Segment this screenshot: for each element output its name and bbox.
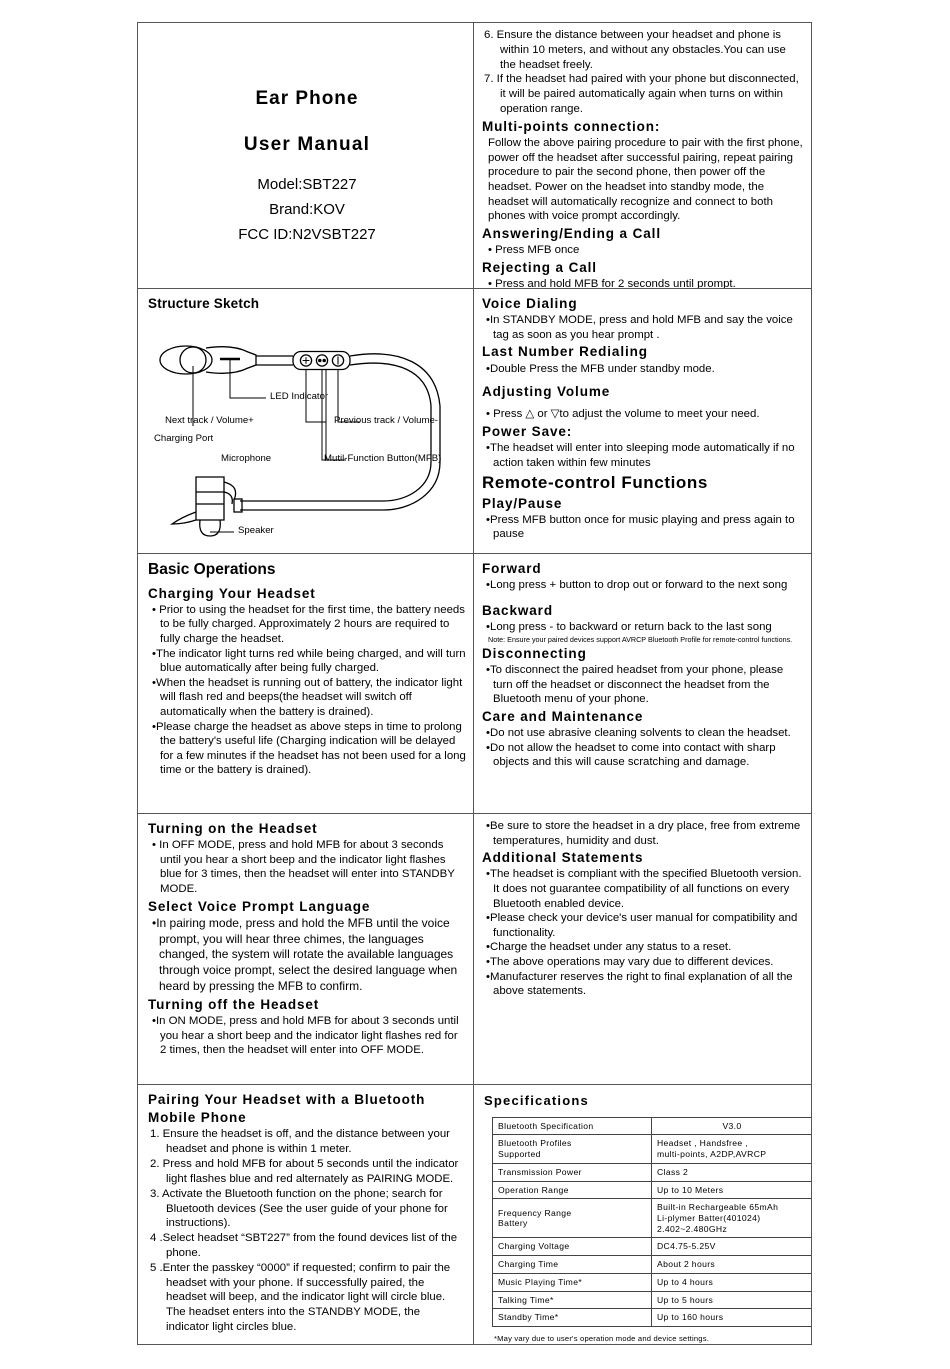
spec-value: Built-in Rechargeable 65mAh Li-plymer Batter(401024) 2.402~2.480GHz (652, 1199, 812, 1238)
pairing-step-5: 5 .Enter the passkey “0000” if requested; confirm to pair the headset with your phone. If successfully paired, the headset will beep, and the indicator light will circle blue. The headset enters into the STANDBY MODE, the indicator light circles blue. (150, 1261, 451, 1334)
turning-off-bullet: •In ON MODE, press and hold MFB for about 3 seconds until you hear a short beep and the indicator light flashes red for 2 times, then the headset will enter into OFF MODE. (152, 1015, 459, 1057)
power-operations-cell (138, 814, 474, 1084)
spec-key: Frequency Range Battery (493, 1199, 652, 1238)
spec-key: Charging Voltage (493, 1238, 652, 1256)
pairing-step-4: 4 .Select headset “SBT227” from the found devices list of the phone. (150, 1232, 458, 1259)
turning-on-heading: Turning on the Headset (148, 821, 318, 836)
forward-heading: Forward (482, 561, 542, 576)
care-maintenance-heading: Care and Maintenance (482, 708, 644, 724)
label-mfb: Mutil-Function Button(MFB) (324, 453, 442, 465)
additional-bullet-2: •Please check your device's user manual for compatibility and functionality. (486, 912, 798, 939)
rejecting-heading: Rejecting a Call (482, 259, 597, 275)
spec-key: Bluetooth Specification (493, 1117, 652, 1135)
spec-value: Class 2 (652, 1163, 812, 1181)
disconnecting-heading: Disconnecting (482, 645, 587, 661)
spec-value: Up to 10 Meters (652, 1181, 812, 1199)
redial-bullet: •Double Press the MFB under standby mode. (486, 362, 715, 375)
power-save-heading: Power Save: (482, 423, 573, 439)
adjusting-volume-heading: Adjusting Volume (482, 384, 611, 400)
basic-operations-heading: Basic Operations (148, 561, 276, 578)
pairing-heading-line2: Mobile Phone (148, 1110, 247, 1126)
answering-heading: Answering/Ending a Call (482, 225, 661, 241)
basic-operations-cell (138, 554, 474, 813)
pairing-step-6: 6. Ensure the distance between your headset and phone is within 10 meters, and without any obstacles.You can use the headset freely. (484, 29, 786, 71)
voice-functions-cell (474, 289, 811, 553)
charging-heading: Charging Your Headset (148, 585, 316, 601)
voice-dialing-bullet: •In STANDBY MODE, press and hold MFB and say the voice tag as soon as you hear prompt . (486, 314, 793, 341)
row-power-additional (138, 814, 811, 1085)
spec-row (493, 1199, 812, 1238)
answering-bullet: • Press MFB once (488, 243, 580, 256)
additional-bullet-4: •The above operations may vary due to different devices. (486, 955, 774, 968)
specifications-table-body (493, 1117, 812, 1327)
structure-sketch-cell (138, 289, 474, 553)
earphone-svg (148, 314, 468, 539)
avrcp-note: Note: Ensure your paired devices support AVRCP Bluetooth Profile for remote-control functions. (488, 634, 793, 644)
earphone-diagram (148, 314, 468, 539)
remote-functions-cell (474, 554, 811, 813)
pairing-step-2: 2. Press and hold MFB for about 5 seconds until the indicator light flashes blue and red alternately as PAIRING MODE. (150, 1158, 459, 1185)
pairing-step-7: 7. If the headset had paired with your phone but disconnected, it will be paired automatically again when turns on within operation range. (484, 73, 799, 116)
spec-key: Standby Time* (493, 1309, 652, 1327)
spec-row (493, 1273, 812, 1291)
play-pause-bullet: •Press MFB button once for music playing and press again to pause (486, 513, 795, 541)
spec-key: Operation Range (493, 1181, 652, 1199)
spec-row (493, 1238, 812, 1256)
charging-bullet-1: • Prior to using the headset for the first time, the battery needs to be fully charged. Approximately 2 hours are required to fully charge the headset. (152, 603, 465, 645)
additional-statements-cell (474, 814, 811, 1084)
charging-bullet-2: •The indicator light turns red while being charged, and will turn blue automatically after being fully charged. (152, 647, 466, 675)
care-bullet-2: •Do not allow the headset to come into contact with sharp objects and this will cause scratching and damage. (486, 741, 776, 769)
spec-row (493, 1291, 812, 1309)
row-basic-remote (138, 554, 811, 814)
pairing-cell (138, 1085, 474, 1344)
play-pause-heading: Play/Pause (482, 495, 563, 511)
spec-key: Talking Time* (493, 1291, 652, 1309)
spec-row (493, 1163, 812, 1181)
spec-row (493, 1309, 812, 1327)
label-led-indicator: LED Indicator (270, 391, 329, 403)
product-title: Ear Phone (255, 88, 359, 109)
backward-bullet: •Long press - to backward or return back to the last song (486, 620, 772, 633)
label-microphone: Microphone (221, 453, 272, 465)
fcc-id: FCC ID:N2VSBT227 (238, 226, 376, 243)
pairing-heading-line1: Pairing Your Headset with a Bluetooth (148, 1092, 426, 1107)
multipoint-heading: Multi-points connection: (482, 118, 661, 134)
multipoint-body: Follow the above pairing procedure to pair with the first phone, power off the headset after successful pairing, repeat pairing procedure to pair the second phone, then power off the headset. Power on the headset into standby mode, the headset will automatically recognize and connect to both phones with voice prompt accordingly. (488, 137, 803, 223)
turning-on-bullet: • In OFF MODE, press and hold MFB for about 3 seconds until you hear a short beep and the indicator light flashes blue for 3 times, then the headset will enter into STANDBY MODE. (152, 839, 455, 895)
row-pairing-specs (138, 1085, 811, 1344)
spec-value: DC4.75-5.25V (652, 1238, 812, 1256)
storage-bullet: •Be sure to store the headset in a dry place, free from extreme temperatures, humidity and dust. (486, 820, 801, 847)
model-number: Model:SBT227 (257, 176, 357, 193)
label-charging-port: Charging Port (154, 433, 214, 445)
spec-key: Music Playing Time* (493, 1273, 652, 1291)
adjusting-volume-bullet: • Press △ or ▽to adjust the volume to meet your need. (486, 408, 760, 421)
voice-dialing-heading: Voice Dialing (482, 296, 578, 311)
spec-row (493, 1256, 812, 1274)
spec-key: Transmission Power (493, 1163, 652, 1181)
charging-bullet-3: •When the headset is running out of battery, the indicator light will flash red and beeps(the headset will switch off automatically when the battery is drained). (152, 676, 463, 718)
specifications-cell (474, 1085, 811, 1344)
voice-prompt-language-bullet: •In pairing mode, press and hold the MFB until the voice prompt, you will hear three chimes, the languages changed, the system will rotate the available languages through voice prompt, select the desired language when heard by pressing the MFB to confirm. (152, 915, 458, 994)
pairing-step-3: 3. Activate the Bluetooth function on the phone; search for Bluetooth devices (See the user guide of your phone for instructions). (150, 1187, 448, 1230)
spec-key: Charging Time (493, 1256, 652, 1274)
backward-heading: Backward (482, 602, 553, 618)
label-previous-track: Previous track / Volume- (334, 415, 438, 427)
spec-row (493, 1181, 812, 1199)
redial-heading: Last Number Redialing (482, 344, 648, 360)
spec-value: V3.0 (652, 1117, 812, 1135)
additional-bullet-3: •Charge the headset under any status to a reset. (486, 941, 732, 954)
additional-bullet-5: •Manufacturer reserves the right to final explanation of all the above statements. (486, 970, 793, 998)
spec-value: Up to 160 hours (652, 1309, 812, 1327)
cover-cell (138, 23, 474, 288)
spec-row (493, 1117, 812, 1135)
additional-bullet-1: •The headset is compliant with the specified Bluetooth version. It does not guarantee compatibility of all functions on every Bluetooth enabled device. (486, 868, 802, 910)
specifications-footnote: *May vary due to user's operation mode and device settings. (494, 1334, 710, 1344)
document-type: User Manual (243, 134, 371, 155)
additional-statements-heading: Additional Statements (482, 850, 644, 866)
pairing-continued-cell (474, 23, 811, 288)
turning-off-heading: Turning off the Headset (148, 996, 320, 1012)
brand-name: Brand:KOV (269, 201, 345, 218)
cover-block (148, 28, 466, 284)
spec-row (493, 1135, 812, 1163)
specifications-table (492, 1117, 811, 1328)
voice-prompt-language-heading: Select Voice Prompt Language (148, 898, 371, 914)
power-save-bullet: •The headset will enter into sleeping mode automatically if no action taken within few minutes (486, 442, 795, 469)
disconnecting-bullet: •To disconnect the paired headset from your phone, please turn off the headset or disconnect the headset from the Bluetooth menu of your phone. (486, 664, 784, 706)
manual-page (137, 22, 812, 1345)
spec-key: Bluetooth Profiles Supported (493, 1135, 652, 1163)
care-bullet-1: •Do not use abrasive cleaning solvents to clean the headset. (486, 727, 791, 739)
row-structure-voice (138, 289, 811, 554)
pairing-step-1: 1. Ensure the headset is off, and the distance between your headset and phone is within 1 meter. (150, 1128, 450, 1156)
structure-sketch-heading: Structure Sketch (148, 296, 260, 311)
spec-value: Headset , Handsfree , multi-points, A2DP,AVRCP (652, 1135, 812, 1163)
spec-value: About 2 hours (652, 1256, 812, 1274)
specifications-heading: Specifications (484, 1093, 589, 1108)
rejecting-bullet: • Press and hold MFB for 2 seconds until prompt. (488, 277, 736, 288)
charging-bullet-4: •Please charge the headset as above steps in time to prolong the battery's useful life (Charging indication will be delayed for a few minutes if the headset has not been used for a long time or the battery is drained). (152, 720, 466, 777)
label-next-track: Next track / Volume+ (165, 415, 254, 427)
spec-value: Up to 5 hours (652, 1291, 812, 1309)
remote-control-heading: Remote-control Functions (482, 473, 708, 493)
spec-value: Up to 4 hours (652, 1273, 812, 1291)
label-speaker: Speaker (238, 525, 274, 537)
row-cover-pairing (138, 23, 811, 289)
forward-bullet: •Long press + button to drop out or forward to the next song (486, 579, 788, 592)
